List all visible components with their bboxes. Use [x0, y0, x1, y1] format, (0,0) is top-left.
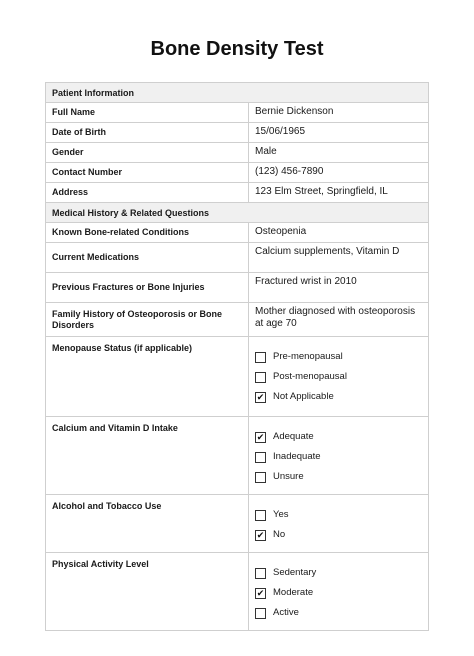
row-previous-fractures — [45, 273, 429, 303]
row-alcohol-tobacco — [45, 495, 429, 553]
calcium-options — [249, 417, 428, 494]
field-label: Previous Fractures or Bone Injuries — [46, 273, 249, 302]
full-name-value[interactable]: Bernie Dickenson — [255, 106, 334, 117]
field-label: Current Medications — [46, 243, 249, 272]
row-family-history — [45, 303, 429, 337]
row-calcium-vitamin-d — [45, 417, 429, 495]
field-label: Address — [46, 183, 249, 202]
page-title: Bone Density Test — [150, 38, 324, 60]
option-no[interactable] — [255, 525, 428, 545]
bone-density-form — [45, 82, 429, 631]
option-inadequate[interactable] — [255, 447, 428, 467]
option-pre-menopausal[interactable] — [255, 347, 428, 367]
row-current-medications — [45, 243, 429, 273]
option-label: Post-menopausal — [273, 371, 347, 382]
field-label: Contact Number — [46, 163, 249, 182]
option-label: Adequate — [273, 431, 314, 442]
row-physical-activity — [45, 553, 429, 631]
option-label: Unsure — [273, 471, 304, 482]
checkbox[interactable] — [255, 510, 266, 521]
checkbox[interactable] — [255, 372, 266, 383]
contact-number-value[interactable]: (123) 456-7890 — [255, 166, 324, 177]
option-label: Pre-menopausal — [273, 351, 343, 362]
family-history-value[interactable]: Mother diagnosed with osteoporosis at age 70 — [255, 306, 416, 329]
option-unsure[interactable] — [255, 467, 428, 487]
alcohol-tobacco-options — [249, 495, 428, 552]
option-label: Sedentary — [273, 567, 317, 578]
option-sedentary[interactable] — [255, 563, 428, 583]
row-known-conditions — [45, 223, 429, 243]
option-not-applicable[interactable] — [255, 387, 428, 407]
row-gender — [45, 143, 429, 163]
option-label: Active — [273, 607, 299, 618]
field-label: Family History of Osteoporosis or Bone Disorders — [46, 303, 249, 336]
checked-checkbox[interactable]: ✔ — [256, 391, 265, 402]
field-label: Known Bone-related Conditions — [46, 223, 249, 242]
option-label: Not Applicable — [273, 391, 334, 402]
option-post-menopausal[interactable] — [255, 367, 428, 387]
option-label: Yes — [273, 509, 289, 520]
option-label: Inadequate — [273, 451, 321, 462]
field-label: Alcohol and Tobacco Use — [46, 495, 249, 552]
field-label: Full Name — [46, 103, 249, 122]
address-value[interactable]: 123 Elm Street, Springfield, IL — [255, 186, 388, 197]
checkbox[interactable] — [255, 352, 266, 363]
option-active[interactable] — [255, 603, 428, 623]
known-conditions-value[interactable]: Osteopenia — [255, 226, 307, 237]
field-label: Menopause Status (if applicable) — [46, 337, 249, 416]
section-title: Medical History & Related Questions — [52, 207, 210, 218]
checkbox[interactable] — [255, 568, 266, 579]
gender-value[interactable]: Male — [255, 146, 277, 157]
row-menopause-status — [45, 337, 429, 417]
previous-fractures-value[interactable]: Fractured wrist in 2010 — [255, 276, 357, 287]
date-of-birth-value[interactable]: 15/06/1965 — [255, 126, 306, 137]
checked-checkbox[interactable]: ✔ — [256, 587, 265, 598]
current-medications-value[interactable]: Calcium supplements, Vitamin D — [255, 246, 400, 257]
section-medical-history — [45, 203, 429, 223]
row-address — [45, 183, 429, 203]
option-label: Moderate — [273, 587, 314, 598]
option-moderate[interactable] — [255, 583, 428, 603]
menopause-options — [249, 337, 428, 416]
option-adequate[interactable] — [255, 427, 428, 447]
field-label: Physical Activity Level — [46, 553, 249, 630]
checked-checkbox[interactable]: ✔ — [256, 431, 265, 442]
checkbox[interactable] — [255, 472, 266, 483]
field-label: Gender — [46, 143, 249, 162]
option-label: No — [273, 529, 286, 540]
checkbox[interactable] — [255, 452, 266, 463]
row-date-of-birth — [45, 123, 429, 143]
checked-checkbox[interactable]: ✔ — [256, 529, 265, 540]
section-title: Patient Information — [52, 87, 135, 98]
section-patient-information — [45, 83, 429, 103]
row-full-name — [45, 103, 429, 123]
checkbox[interactable] — [255, 608, 266, 619]
field-label: Calcium and Vitamin D Intake — [46, 417, 249, 494]
option-yes[interactable] — [255, 505, 428, 525]
row-contact-number — [45, 163, 429, 183]
physical-activity-options — [249, 553, 428, 630]
field-label: Date of Birth — [46, 123, 249, 142]
